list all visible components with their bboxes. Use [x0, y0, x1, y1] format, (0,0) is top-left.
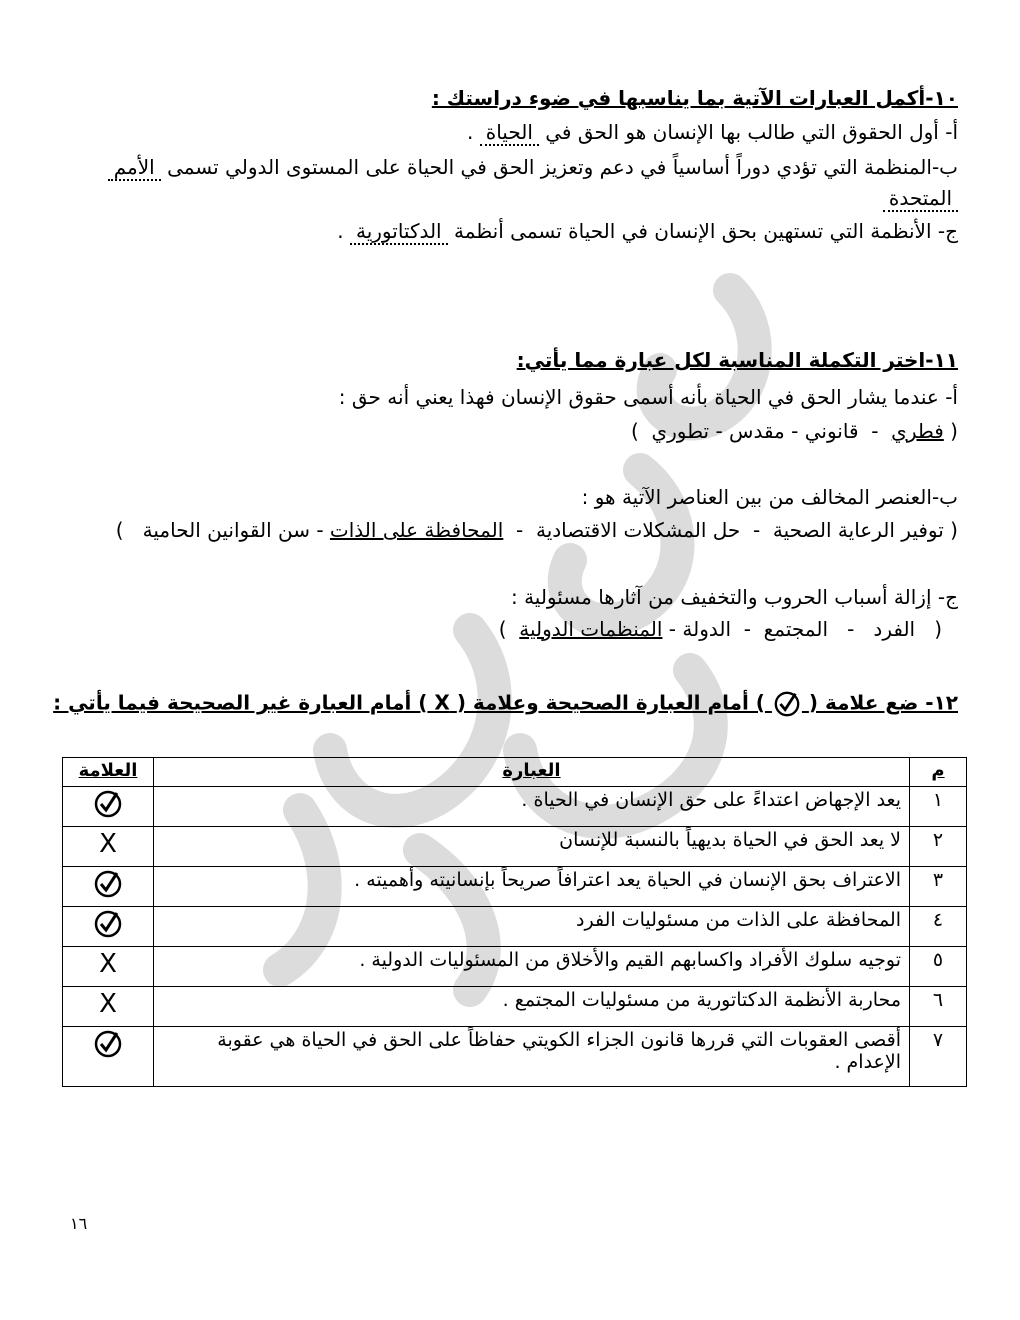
- header-num: م: [910, 758, 967, 787]
- table-row: [63, 947, 967, 987]
- row-statement: الاعتراف بحق الإنسان في الحياة يعد اعترافاً صريحاً بإنسانيته وأهميته .: [154, 867, 910, 907]
- q11-a-options: ( فطري - قانوني - مقدس - تطوري ): [630, 419, 958, 443]
- q11-a-option-1: فطري: [891, 419, 944, 443]
- q12-title-part2: ) أمام العبارة الصحيحة وعلامة (: [456, 690, 765, 715]
- q10-title: ١٠-أكمل العبارات الآتية بما يناسبها في ضوء دراستك :: [431, 86, 958, 110]
- row-statement: توجيه سلوك الأفراد واكسابهم القيم والأخلاق من المسئوليات الدولية .: [154, 947, 910, 987]
- table-row: [63, 827, 967, 867]
- q10-item-b-prefix: ب-المنظمة التي تؤدي دوراً أساسياً في دعم وتعزيز الحق في الحياة على المستوى الدولي تسمى: [167, 155, 958, 179]
- row-mark: [63, 787, 154, 827]
- row-number: ٦: [910, 987, 967, 1027]
- q12-title-part3: ) أمام العبارة غير الصحيحة فيما يأتي :: [53, 690, 428, 715]
- row-statement: لا يعد الحق في الحياة بديهياً بالنسبة للإنسان: [154, 827, 910, 867]
- q10-item-b-answer2: المتحدة: [883, 186, 958, 212]
- q11-c-option-1: الفرد: [873, 617, 916, 641]
- row-statement: المحافظة على الذات من مسئوليات الفرد: [154, 907, 910, 947]
- q11-c-options: ( الفرد - المجتمع - الدولة - المنظمات الدولية ): [498, 617, 942, 641]
- q10-item-a-suffix: .: [467, 120, 474, 144]
- table-row: [63, 987, 967, 1027]
- table-row: [63, 867, 967, 907]
- row-mark: [63, 867, 154, 907]
- q11-a-option-4: تطوري: [651, 419, 710, 443]
- page-number: ١٦: [70, 1214, 88, 1233]
- q11-b-option-4: سن القوانين الحامية: [142, 518, 310, 542]
- q11-b-option-3: المحافظة على الذات: [329, 518, 504, 542]
- table-row: [63, 1027, 967, 1087]
- q10-item-c-prefix: ج- الأنظمة التي تستهين بحق الإنسان في الحياة تسمى أنظمة: [453, 219, 958, 243]
- q11-b-option-1: توفير الرعاية الصحية: [772, 518, 944, 542]
- row-mark: [63, 907, 154, 947]
- q10-item-b-answer: الأمم: [108, 155, 161, 181]
- table-row: [63, 787, 967, 827]
- row-mark: [63, 1027, 154, 1087]
- q11-c-option-3: الدولة: [682, 617, 731, 641]
- row-mark: [63, 987, 154, 1027]
- header-mark: العلامة: [63, 758, 154, 787]
- row-number: ٣: [910, 867, 967, 907]
- q10-item-a-prefix: أ- أول الحقوق التي طالب بها الإنسان هو الحق في: [545, 120, 958, 144]
- true-false-table: [62, 757, 967, 1087]
- q11-b-options: ( توفير الرعاية الصحية - حل المشكلات الاقتصادية - المحافظة على الذات - سن القوانين الحامية ): [115, 518, 958, 542]
- checkmark-icon: [93, 909, 123, 939]
- q11-b-option-2: حل المشكلات الاقتصادية: [535, 518, 741, 542]
- q11-c-stem: ج- إزالة أسباب الحروب والتخفيف من آثارها مسئولية :: [510, 585, 958, 609]
- q10-item-a-answer: الحياة: [480, 120, 539, 146]
- q11-a-option-3: مقدس: [729, 419, 785, 443]
- checkmark-icon: [93, 789, 123, 819]
- x-mark: X: [99, 989, 117, 1019]
- x-mark: X: [99, 829, 117, 859]
- row-statement: يعد الإجهاض اعتداءً على حق الإنسان في الحياة .: [154, 787, 910, 827]
- row-statement: أقصى العقوبات التي قررها قانون الجزاء الكويتي حفاظاً على الحق في الحياة هي عقوبة الإعدام .: [154, 1027, 910, 1087]
- header-statement: العبارة: [154, 758, 910, 787]
- q11-a-option-2: قانوني: [804, 419, 859, 443]
- checkmark-icon: [772, 690, 802, 718]
- q10-item-a: [467, 117, 958, 147]
- q12-title-x: X: [434, 690, 450, 715]
- table-row: [63, 907, 967, 947]
- row-mark: [63, 947, 154, 987]
- row-number: ٢: [910, 827, 967, 867]
- q11-c-option-4: المنظمات الدولية: [519, 617, 663, 641]
- x-mark: X: [99, 949, 117, 979]
- q10-item-c: [337, 216, 958, 246]
- table-body: [63, 787, 967, 1087]
- row-number: ٥: [910, 947, 967, 987]
- row-number: ٤: [910, 907, 967, 947]
- checkmark-icon: [93, 1029, 123, 1059]
- checkmark-icon: [93, 869, 123, 899]
- q10-item-c-suffix: .: [337, 219, 344, 243]
- q10-item-b: [108, 152, 958, 182]
- row-mark: [63, 827, 154, 867]
- table-header-row: [63, 758, 967, 787]
- q12-title-part1: ١٢- ضع علامة (: [808, 690, 958, 715]
- row-statement: محاربة الأنظمة الدكتاتورية من مسئوليات المجتمع .: [154, 987, 910, 1027]
- q11-c-option-2: المجتمع: [763, 617, 829, 641]
- row-number: ٧: [910, 1027, 967, 1087]
- q11-a-stem: أ- عندما يشار الحق في الحياة بأنه أسمى حقوق الإنسان فهذا يعني أنه حق :: [338, 385, 958, 409]
- q11-b-stem: ب-العنصر المخالف من بين العناصر الآتية هو :: [581, 485, 958, 509]
- q12-title: [53, 690, 958, 718]
- q10-item-c-answer: الدكتاتورية: [350, 219, 448, 245]
- row-number: ١: [910, 787, 967, 827]
- q10-item-b-line2: [883, 183, 958, 213]
- q11-title: ١١-اختر التكملة المناسبة لكل عبارة مما يأتي:: [516, 348, 958, 372]
